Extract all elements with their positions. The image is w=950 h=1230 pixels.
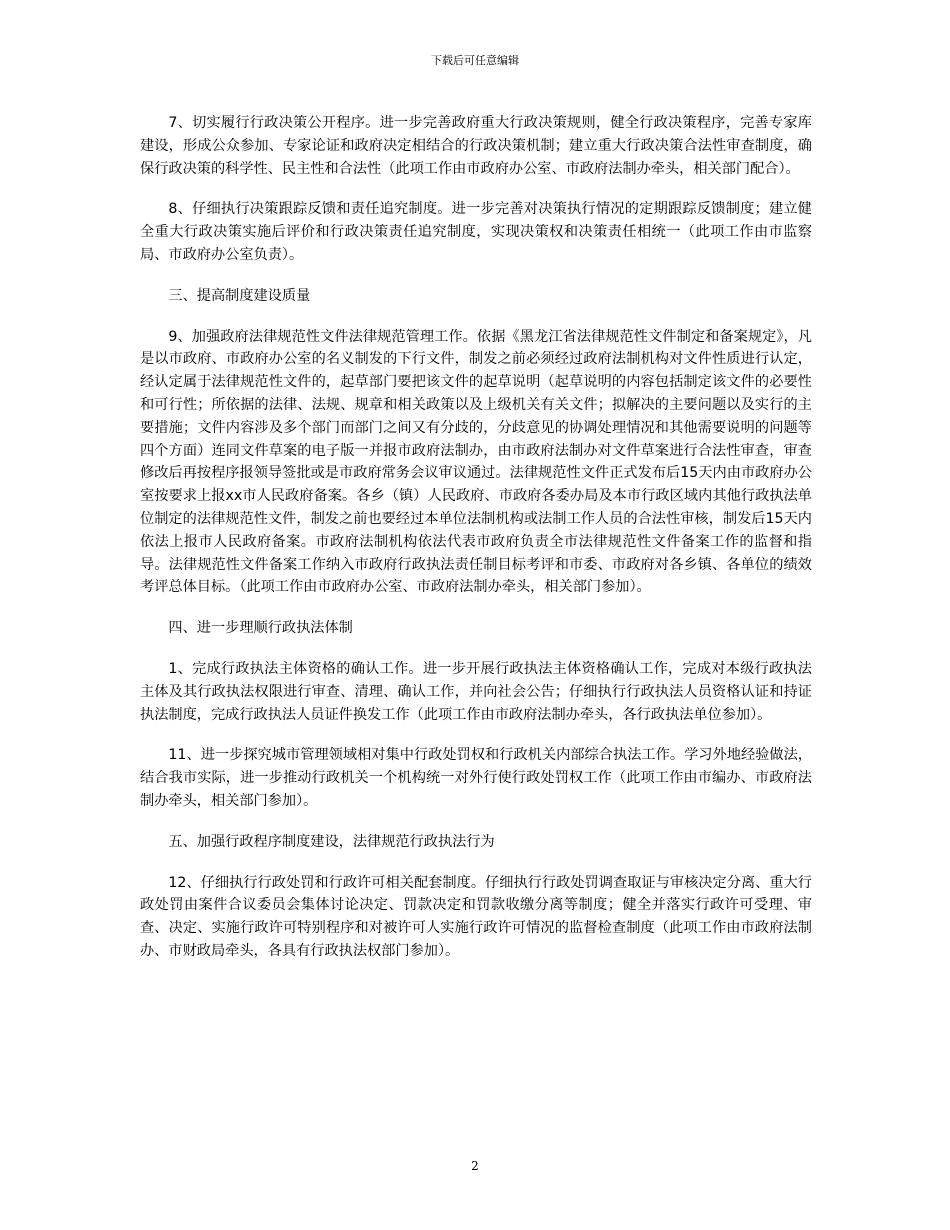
paragraph-item-1: 1、完成行政执法主体资格的确认工作。进一步开展行政执法主体资格确认工作，完成对本级行政执法主体及其行政执法权限进行审查、清理、确认工作，并向社会公告；仔细执行行政执法人员资格认证和持证执法制度，完成行政执法人员证件换发工作（此项工作由市政府法制办牵头，各行政执法单位参加）。 xyxy=(140,660,812,723)
document-body xyxy=(140,112,812,981)
paragraph-item-8: 8、仔细执行决策跟踪反馈和责任追究制度。进一步完善对决策执行情况的定期跟踪反馈制度；建立健全重大行政决策实施后评价和行政决策责任追究制度，实现决策权和决策责任相统一（此项工作由市监察局、市政府办公室负责）。 xyxy=(140,201,812,263)
page-number: 2 xyxy=(471,1159,479,1173)
paragraph-item-9: 9、加强政府法律规范性文件法律规范管理工作。依据《黑龙江省法律规范性文件制定和备案规定》，凡是以市政府、市政府办公室的名义制发的下行文件，制发之前必须经过政府法制机构对文件性质进行认定，经认定属于法律规范性文件的，起草部门要把该文件的起草说明（起草说明的内容包括制定该文件的必要性和可行性；所依据的法律、法规、规章和相关政策以及上级机关有关文件；拟解决的主要问题以及实行的主要措施；文件内容涉及多个部门而部门之间又有分歧的，分歧意见的协调处理情况和其他需要说明的问题等四个方面）连同文件草案的电子版一并报市政府法制办，由市政府法制办对文件草案进行合法性审查，审查修改后再按程序报领导签批或是市政府常务会议审议通过。法律规范性文件正式发布后15天内由市政府办公室按要求上报xx市人民政府备案。各乡（镇）人民政府、市政府各委办局及本市行政区域内其他行政执法单位制定的法律规范性文件，制发之前也要经过本单位法制机构或法制工作人员的合法性审核，制发后15天内依法上报市人民政府备案。市政府法制机构依法代表市政府负责全市法律规范性文件备案工作的监督和指导。法律规范性文件备案工作纳入市政府行政执法责任制目标考评和市委、市政府对各乡镇、各单位的绩效考评总体目标。（此项工作由市政府办公室、市政府法制办牵头，相关部门参加）。 xyxy=(140,328,812,596)
paragraph-item-12: 12、仔细执行行政处罚和行政许可相关配套制度。仔细执行行政处罚调查取证与审核决定分离、重大行政处罚由案件合议委员会集体讨论决定、罚款决定和罚款收缴分离等制度；健全并落实行政许可受理、审查、决定、实施行政许可特别程序和对被许可人实施行政许可情况的监督检查制度（此项工作由市政府法制办、市财政局牵头，各具有行政执法权部门参加）。 xyxy=(140,874,812,959)
section-heading-4: 四、进一步理顺行政执法体制 xyxy=(168,620,353,637)
page-header: 下载后可任意编辑 xyxy=(431,54,519,67)
paragraph-item-7: 7、切实履行行政决策公开程序。进一步完善政府重大行政决策规则，健全行政决策程序，完善专家库建设，形成公众参加、专家论证和政府决定相结合的行政决策机制；建立重大行政决策合法性审查制度，确保行政决策的科学性、民主性和合法性（此项工作由市政府办公室、市政府法制办牵头，相关部门配合）。 xyxy=(140,115,812,177)
paragraph-item-11: 11、进一步探究城市管理领域相对集中行政处罚权和行政机关内部综合执法工作。学习外地经验做法，结合我市实际，进一步推动行政机关一个机构统一对外行使行政处罚权工作（此项工作由市编办、市政府法制办牵头，相关部门参加）。 xyxy=(140,747,812,809)
section-heading-5: 五、加强行政程序制度建设，法律规范行政执法行为 xyxy=(168,833,495,850)
section-heading-3: 三、提高制度建设质量 xyxy=(168,287,311,304)
